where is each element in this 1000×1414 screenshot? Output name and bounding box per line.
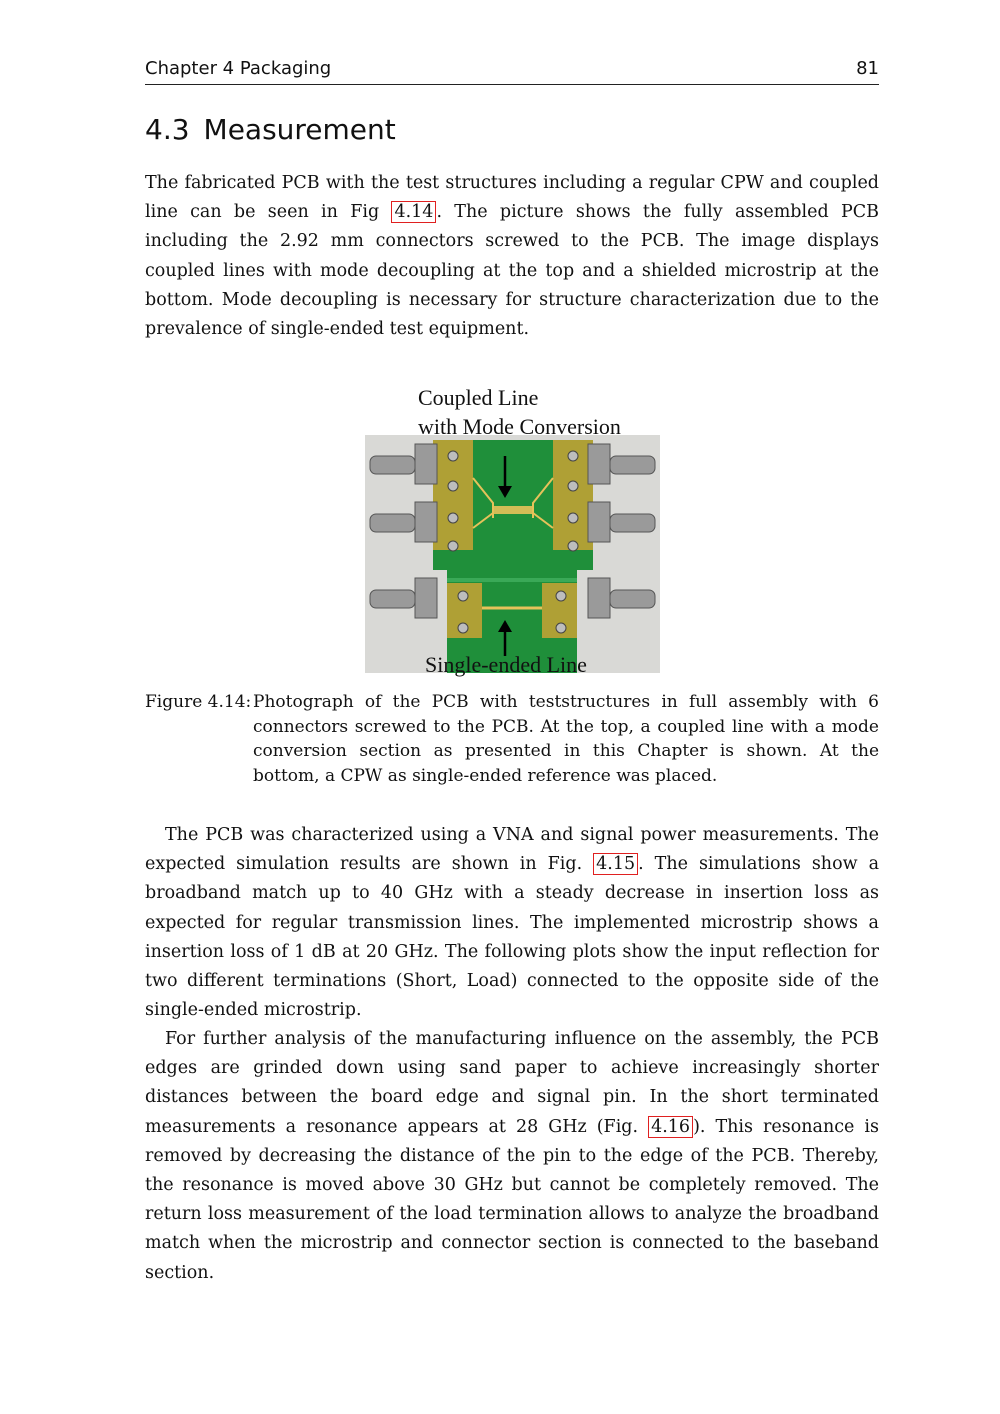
- paragraph-characterization: [145, 821, 879, 1025]
- section-heading: [145, 113, 396, 146]
- paragraph-text: ). This resonance is removed by decreasing the distance of the pin to the edge of the PCB. Thereby, the resonance is moved above 30 GHz but cannot be completely removed. The return loss measurement of the load termination allows to analyze the broadband match when the microstrip and connector section is connected to the baseband section.: [145, 1116, 879, 1283]
- figure-label-single-ended: Single-ended Line: [425, 652, 587, 677]
- figure-label-mode-conversion: with Mode Conversion: [418, 414, 621, 439]
- section-number: 4.3: [145, 113, 190, 146]
- figure-reference-link[interactable]: 4.16: [648, 1116, 693, 1138]
- paragraph-text: For further analysis of the manufacturing influence on the assembly, the PCB edges are grinded down using sand paper to achieve increasingly shorter distances between the board edge and signal pin. In the short terminated measurements a resonance appears at 28 GHz (Fig.: [145, 1029, 879, 1137]
- connectors-left: [370, 444, 437, 618]
- connectors-right: [588, 444, 655, 618]
- paragraph-text: The fabricated PCB with the test structures including a regular CPW and coupled line can be seen in Fig: [145, 173, 879, 223]
- figure-reference-link[interactable]: 4.14: [391, 201, 436, 223]
- figure-reference-link[interactable]: 4.15: [593, 853, 638, 875]
- chapter-title: Chapter 4 Packaging: [145, 58, 332, 79]
- page-number: 81: [856, 58, 879, 79]
- figure-label-coupled: Coupled Line: [418, 385, 539, 410]
- pcb-edge: [447, 578, 577, 582]
- figure-pcb-photo: [365, 378, 660, 678]
- paragraph-text: . The picture shows the fully assembled PCB including the 2.92 mm connectors screwed to the PCB. The image displays coupled lines with mode decoupling at the top and a shielded microstrip at the bottom. Mode decoupling is necessary for structure characterization due to the prevalence of single-ended test equipment.: [145, 202, 879, 340]
- paragraph-text: . The simulations show a broadband match up to 40 GHz with a steady decrease in insertion loss as expected for regular transmission lines. The implemented microstrip shows a insertion loss of 1 dB at 20 GHz. The following plots show the input reflection for two different terminations (Short, Load) connected to the opposite side of the single-ended microstrip.: [145, 854, 879, 1021]
- pcb-photo-illustration: [365, 378, 660, 678]
- running-header: [145, 56, 879, 85]
- figure-caption: [145, 690, 879, 788]
- coupled-line-section: [493, 506, 533, 514]
- caption-label: Figure 4.14:: [145, 692, 252, 712]
- caption-text: Photograph of the PCB with teststructures in full assembly with 6 connectors screwed to the PCB. At the top, a coupled line with a mode conversion section as presented in this Chapter is shown. At the bottom, a CPW as single-ended reference was placed.: [253, 692, 879, 786]
- paragraph-text: The PCB was characterized using a VNA and signal power measurements. The expected simulation results are shown in Fig.: [145, 825, 879, 875]
- paragraph-intro: [145, 169, 879, 344]
- section-title: Measurement: [203, 113, 396, 146]
- paragraph-analysis: [145, 1025, 879, 1288]
